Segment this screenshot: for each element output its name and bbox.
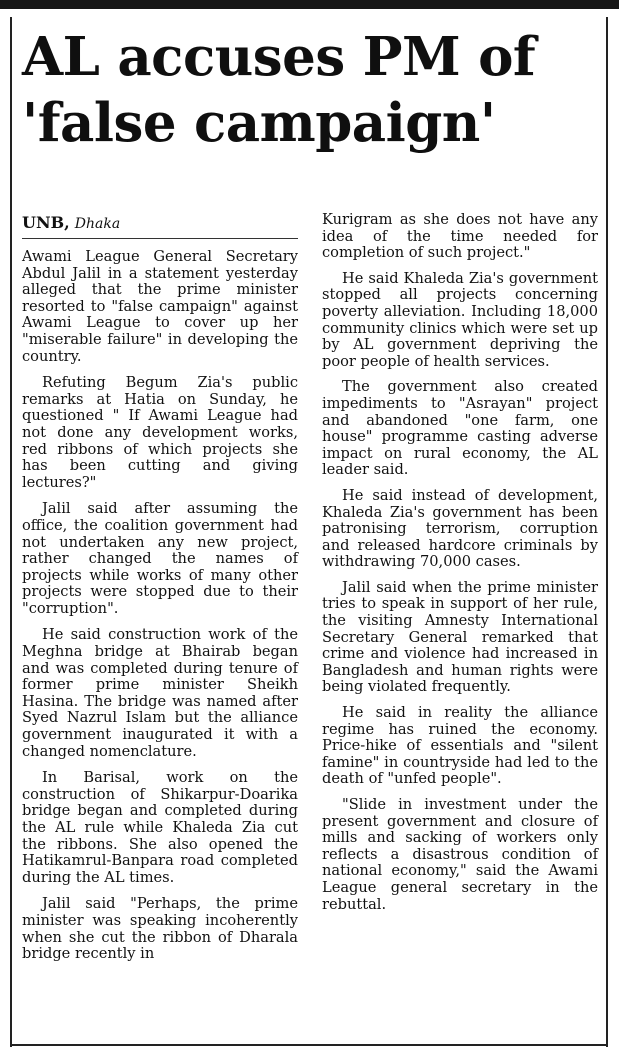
top-rule	[0, 0, 619, 9]
byline-agency: UNB,	[22, 213, 70, 232]
paragraph-3: Jalil said after assuming the office, the coalition government had not undertaken any new project, rather changed the names of projects while works of many other projects were stopped due to their "corruption".	[22, 500, 298, 617]
frame-right-rule	[606, 17, 608, 1047]
paragraph-6-continued: Kurigram as she does not have any idea of the time needed for completion of such project."	[322, 211, 598, 262]
paragraph-1: Awami League General Secretary Abdul Jalil in a statement yesterday alleged that the prime minister resorted to "false campaign" against Awami League to cover up her "miserable failure" in developing the country.	[22, 248, 298, 365]
paragraph-12: "Slide in investment under the present government and closure of mills and sacking of workers only reflects a disastrous condition of national economy," said the Awami League general secretary in the rebuttal.	[322, 796, 598, 913]
article-column-left	[22, 212, 298, 973]
paragraph-8: The government also created impediments to "Asrayan" project and abandoned "one farm, one house" programme casting adverse impact on rural economy, the AL leader said.	[322, 378, 598, 479]
paragraph-5: In Barisal, work on the construction of Shikarpur-Doarika bridge began and completed during the AL rule while Khaleda Zia cut the ribbons. She also opened the Hatikamrul-Banpara road completed during the AL times.	[22, 769, 298, 886]
frame-left-rule	[10, 17, 12, 1047]
paragraph-9: He said instead of development, Khaleda Zia's government has been patronising terrorism, corruption and released hardcore criminals by withdrawing 70,000 cases.	[322, 486, 598, 571]
byline-place: Dhaka	[74, 216, 121, 232]
paragraph-11: He said in reality the alliance regime has ruined the economy. Price-hike of essentials and "silent famine" in countryside had led to the death of "unfed people".	[322, 704, 598, 788]
frame-bottom-rule	[10, 1044, 608, 1046]
article-column-right	[322, 212, 598, 922]
paragraph-6: Jalil said "Perhaps, the prime minister was speaking incoherently when she cut the ribbon of Dharala bridge recently in	[22, 895, 298, 963]
headline-line-2: 'false campaign'	[22, 92, 496, 154]
headline-line-1: AL accuses PM of	[22, 26, 536, 88]
byline	[22, 212, 298, 239]
headline	[22, 24, 602, 156]
paragraph-4: He said construction work of the Meghna bridge at Bhairab began and was completed during tenure of former prime minister Sheikh Hasina. The bridge was named after Syed Nazrul Islam but the alliance government inaugurated it with a changed nomenclature.	[22, 626, 298, 760]
paragraph-10: Jalil said when the prime minister tries to speak in support of her rule, the visiting Amnesty International Secretary General remarked that crime and violence had increased in Bangladesh and human rights were being violated frequently.	[322, 578, 598, 696]
paragraph-7: He said Khaleda Zia's government stopped all projects concerning poverty alleviation. Including 18,000 community clinics which were set up by AL government depriving the poor people of health services.	[322, 269, 598, 370]
paragraph-2: Refuting Begum Zia's public remarks at Hatia on Sunday, he questioned " If Awami League had not done any development works, red ribbons of which projects she has been cutting and giving lectures?"	[22, 374, 298, 491]
